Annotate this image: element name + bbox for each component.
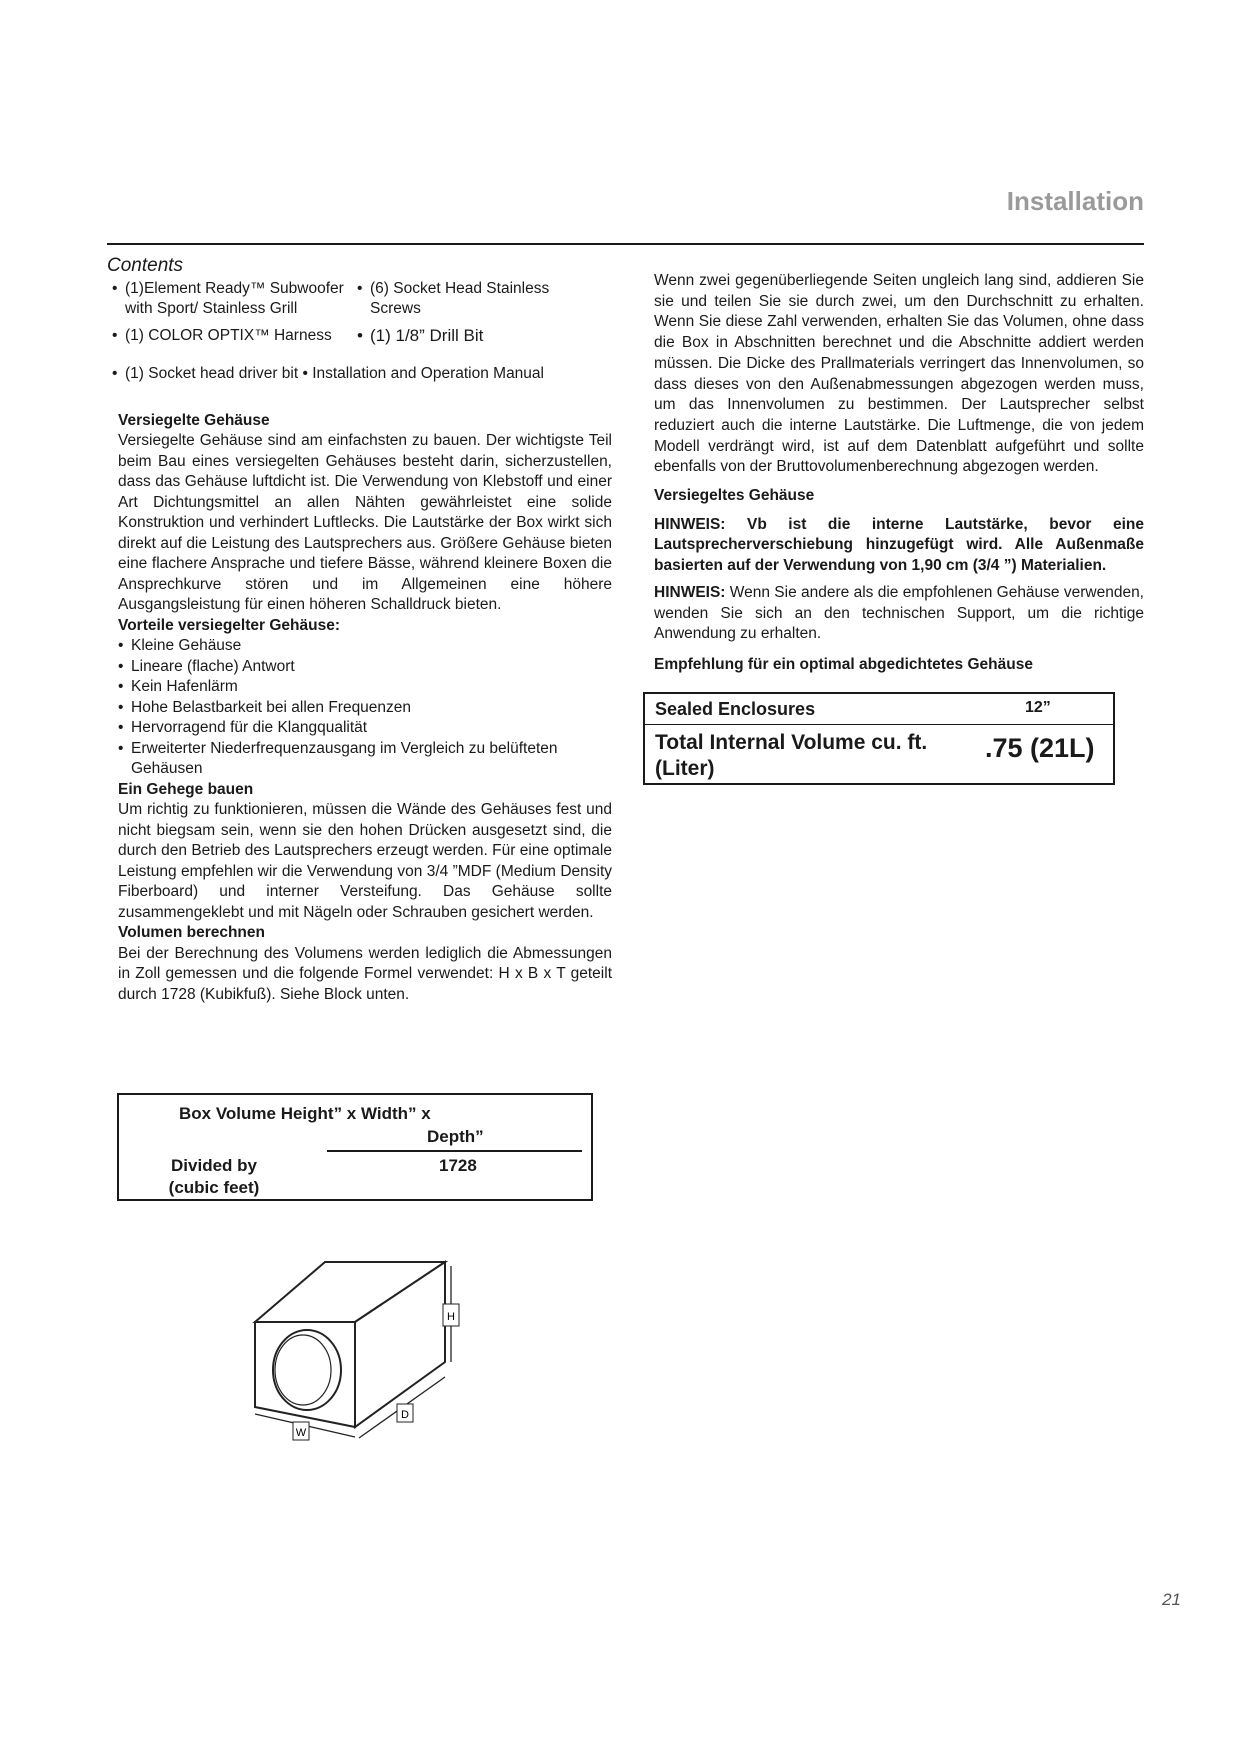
list-item: • Hohe Belastbarkeit bei allen Frequenzen [118,698,612,719]
list-item: • Hervorragend für die Klangqualität [118,718,612,739]
note-1: HINWEIS: Vb ist die interne Lautstärke, bevor eine Lautsprecherverschiebung hinzugefügt wird. Alle Außenmaße basierten auf der Verwendung von 1,90 cm (3/4 ”) Materialien. [654,515,1144,575]
formula-label: Divided by (cubic feet) [168,1156,260,1197]
contents-title: Contents [107,255,184,276]
box-dimension-diagram [245,1242,505,1482]
note-2-text: Wenn Sie andere als die empfohlenen Gehäuse verwenden, wenden Sie sich an den technischen Support, um die richtige Anwendung zu erhalten. [654,583,1144,643]
recommend-heading: Empfehlung für ein optimal abgedichtetes Gehäuse [654,655,1033,673]
contents-item: • (6) Socket Head Stainless Screws [352,279,602,320]
table-cell: Total Internal Volume cu. ft. (Liter) [655,731,928,780]
formula-line1: Box Volume Height” x Width” x [179,1104,431,1123]
contents-list [107,279,612,385]
sealed-heading: Versiegelte Gehäuse [118,411,270,429]
page-header-title: Installation [1006,186,1144,216]
page-number: 21 [1162,1590,1181,1609]
d-label: D [401,1409,409,1421]
intro-text: Wenn zwei gegenüberliegende Seiten ungleich lang sind, addieren Sie sie und teilen Sie sie durch zwei, um den Durchschnitt zu erhalten. Wenn Sie diese Zahl verwenden, erhalten Sie das Volumen, ohne dass die Box in Abschnitten berechnet und die Abschnitte addiert werden müssen. Die Dicke des Prallmaterials verringert das Innenvolumen, so dass dieses von den Außenabmessungen abgezogen werden muss, um das Innenvolumen zu bestimmen. Der Lautsprecher selbst reduziert auch die interne Lautstärke. Die Luftmenge, die von jedem Modell verdrängt wird, ist auf dem Datenblatt aufgeführt und sollte ebenfalls von der Bruttovolumenberechnung abgezogen werden. [654,272,1144,476]
table-cell: .75 (21L) [985,733,1095,763]
formula-divider [327,1150,582,1152]
sealed-text: Versiegelte Gehäuse sind am einfachsten zu bauen. Der wichtigste Teil beim Bau eines versiegelten Gehäuses besteht darin, sicherzustellen, dass das Gehäuse luftdicht ist. Die Verwendung von Klebstoff und einer Art Dichtungsmittel an allen Nähten gewährleistet eine solide Konstruktion und verhindert Luftlecks. Die Lautstärke der Box wirkt sich direkt auf die Leistung des Lautsprechers aus. Größere Gehäuse bieten eine flachere Ansprache und tiefere Bässe, während kleinere Boxen die Ansprechkurve stören und im Allgemeinen eine höhere Ausgangsleistung für einen höheren Schalldruck bieten. [118,432,612,613]
list-item: • Lineare (flache) Antwort [118,657,612,678]
header-divider [107,243,1144,245]
left-column [107,256,612,1005]
advantages-list [118,636,612,780]
note-2-label: HINWEIS: [654,583,726,601]
list-item: • Kleine Gehäuse [118,636,612,657]
contents-item: • (1) 1/8” Drill Bit [352,326,602,347]
formula-line2: Depth” [427,1127,484,1146]
advantages-heading: Vorteile versiegelter Gehäuse: [118,616,340,634]
right-column [654,271,1144,676]
table-cell: Sealed Enclosures [655,699,816,719]
h-label: H [447,1311,455,1323]
build-heading: Ein Gehege bauen [118,780,254,798]
sealed-enclosure-heading: Versiegeltes Gehäuse [654,487,815,505]
table-row [645,694,1113,725]
note-2 [654,583,1144,645]
w-label: W [295,1427,307,1439]
list-item: • Erweiterter Niederfrequenzausgang im Vergleich zu belüfteten Gehäusen [118,739,612,780]
table-row [645,725,1113,783]
list-item: • Kein Hafenlärm [118,677,612,698]
volume-formula-box [117,1093,593,1201]
contents-item: • (1) Socket head driver bit • Installation and Operation Manual [107,364,602,385]
volume-heading: Volumen berechnen [118,924,265,941]
build-text: Um richtig zu funktionieren, müssen die Wände des Gehäuses fest und nicht biegsam sein, wenn sie den hohen Drücken ausgesetzt sind, die durch den Betrieb des Lautsprechers erzeugt werden. Für eine optimale Leistung empfehlen wir die Verwendung von 3/4 ”MDF (Medium Density Fiberboard) und interner Versteifung. Das Gehäuse sollte zusammengeklebt und mit Nägeln oder Schrauben gesichert werden. [118,801,612,921]
contents-item: • (1) COLOR OPTIX™ Harness [107,326,352,347]
contents-item: • (1)Element Ready™ Subwoofer with Sport/ Stainless Grill [107,279,352,320]
enclosure-table [643,692,1115,785]
sealed-section [118,411,612,1006]
formula-value: 1728 [439,1156,477,1175]
table-cell: 12” [1025,699,1051,716]
volume-text: Bei der Berechnung des Volumens werden lediglich die Abmessungen in Zoll gemessen und die folgende Formel verwendet: H x B x T geteilt durch 1728 (Kubikfuß). Siehe Block unten. [118,944,612,1003]
